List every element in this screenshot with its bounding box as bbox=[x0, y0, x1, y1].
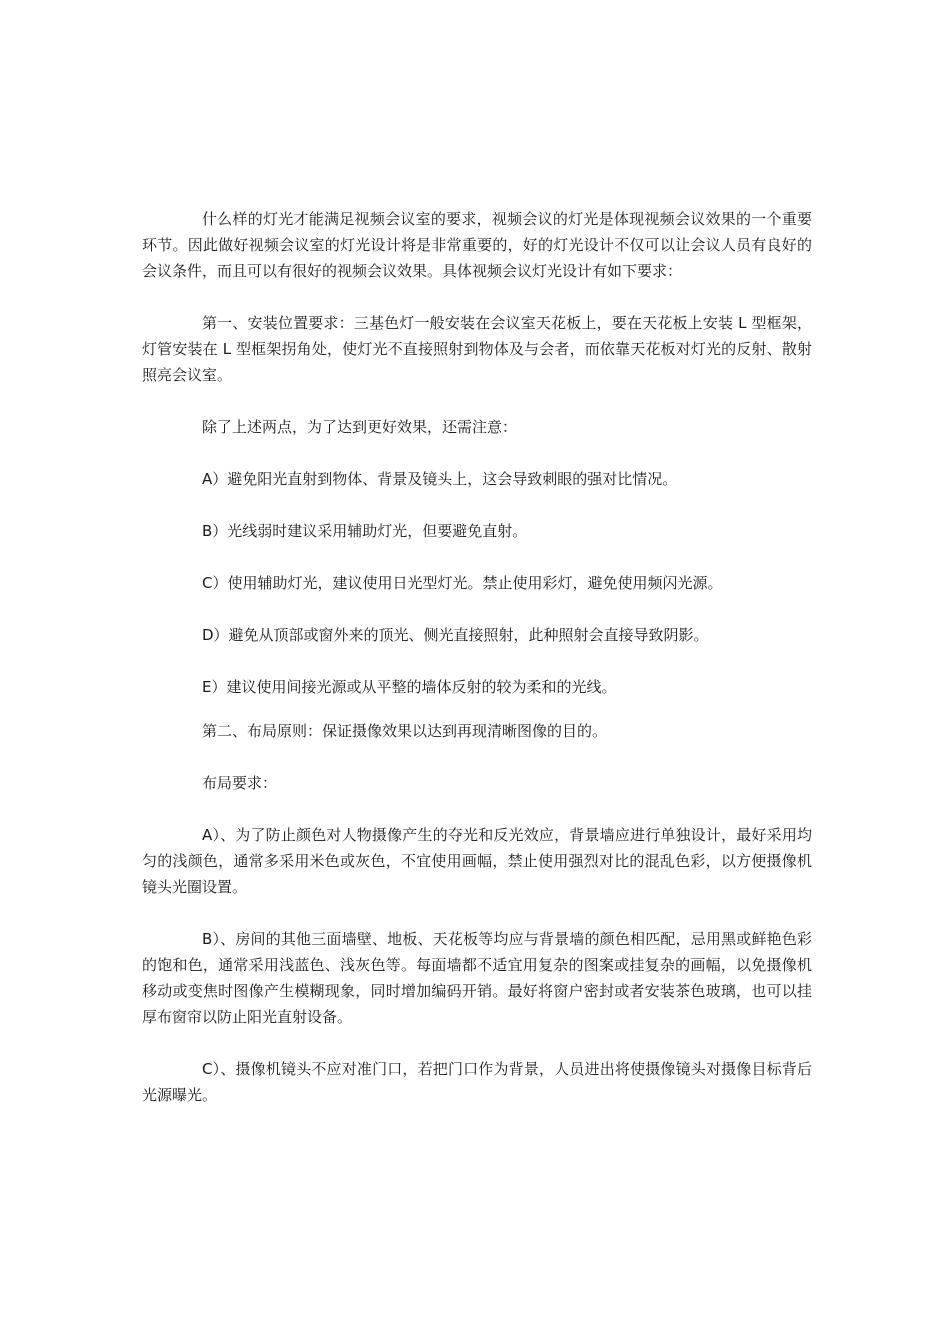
document-page bbox=[142, 206, 812, 1108]
note-item-c: C）使用辅助灯光，建议使用日光型灯光。禁止使用彩灯，避免使用频闪光源。 bbox=[202, 574, 723, 592]
intro-paragraph: 什么样的灯光才能满足视频会议室的要求，视频会议的灯光是体现视频会议效果的一个重要环节。因此做好视频会议室的灯光设计将是非常重要的，好的灯光设计不仅可以让会议人员有良好的会议条件，而且可以有很好的视频会议效果。具体视频会议灯光设计有如下要求： bbox=[142, 210, 812, 280]
layout-item-b: B）、房间的其他三面墙壁、地板、天花板等均应与背景墙的颜色相匹配，忌用黑或鲜艳色彩的饱和色，通常采用浅蓝色、浅灰色等。每面墙都不适宜用复杂的图案或挂复杂的画幅，以免摄像机移动或变焦时图像产生模糊现象，同时增加编码开销。最好将窗户密封或者安装茶色玻璃，也可以挂厚布窗帘以防止阳光直射设备。 bbox=[142, 930, 812, 1026]
note-item-e: E）建议使用间接光源或从平整的墙体反射的较为柔和的光线。 bbox=[202, 678, 617, 696]
layout-requirements-heading: 布局要求： bbox=[202, 774, 278, 792]
note-item-d: D）避免从顶部或窗外来的顶光、侧光直接照射，此种照射会直接导致阴影。 bbox=[202, 626, 709, 644]
note-item-b: B）光线弱时建议采用辅助灯光，但要避免直射。 bbox=[202, 522, 528, 540]
layout-item-c: C）、摄像机镜头不应对准门口，若把门口作为背景，人员进出将使摄像镜头对摄像目标背后光源曝光。 bbox=[142, 1060, 812, 1104]
layout-item-a: A）、为了防止颜色对人物摄像产生的夺光和反光效应，背景墙应进行单独设计，最好采用均匀的浅颜色，通常多采用米色或灰色，不宜使用画幅，禁止使用强烈对比的混乱色彩，以方便摄像机镜头光圈设置。 bbox=[142, 826, 812, 896]
note-item-a: A）避免阳光直射到物体、背景及镜头上，这会导致刺眼的强对比情况。 bbox=[202, 470, 678, 488]
installation-requirement-paragraph: 第一、安装位置要求：三基色灯一般安装在会议室天花板上，要在天花板上安装 L 型框架，灯管安装在 L 型框架拐角处，使灯光不直接照射到物体及与会者，而依靠天花板对灯光的反射、散射照亮会议室。 bbox=[142, 314, 812, 384]
additional-notes-heading: 除了上述两点，为了达到更好效果，还需注意： bbox=[202, 418, 518, 436]
layout-principle-paragraph: 第二、布局原则：保证摄像效果以达到再现清晰图像的目的。 bbox=[202, 722, 608, 740]
